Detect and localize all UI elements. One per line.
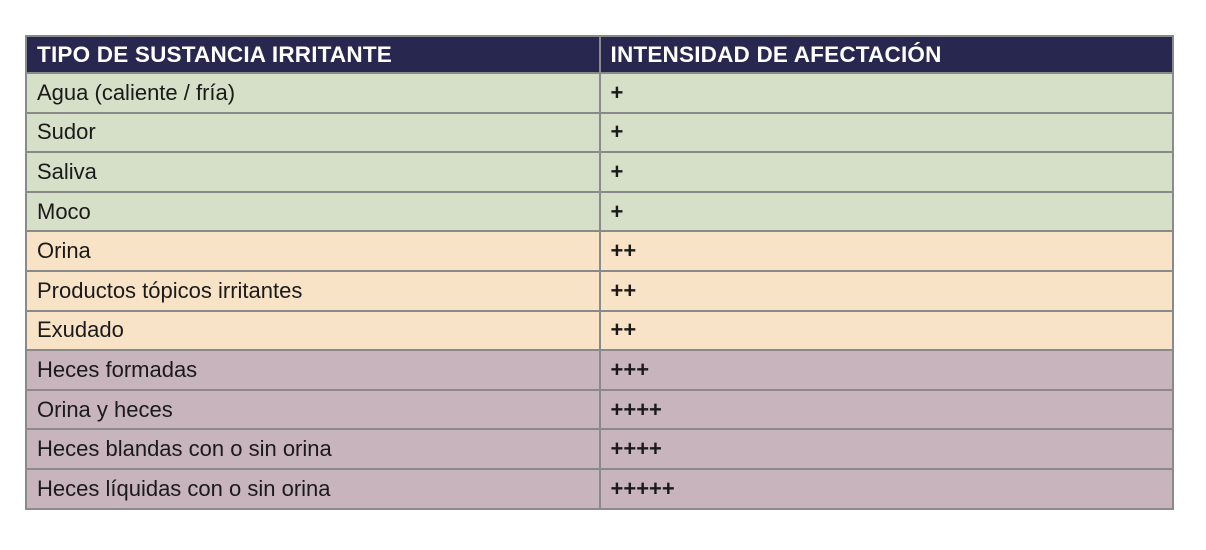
- table-row: [26, 271, 1173, 311]
- table-row: [26, 192, 1173, 232]
- substance-cell: Saliva: [26, 152, 600, 192]
- header-row: [26, 36, 1173, 73]
- table-row: [26, 113, 1173, 153]
- substance-cell: Sudor: [26, 113, 600, 153]
- column-header-intensity: INTENSIDAD DE AFECTACIÓN: [600, 36, 1174, 73]
- intensity-cell: ++++: [600, 429, 1174, 469]
- intensity-cell: ++: [600, 231, 1174, 271]
- table-row: [26, 231, 1173, 271]
- table-row: [26, 311, 1173, 351]
- table-row: [26, 390, 1173, 430]
- substance-cell: Heces líquidas con o sin orina: [26, 469, 600, 509]
- table-row: [26, 429, 1173, 469]
- intensity-cell: +: [600, 73, 1174, 113]
- column-header-substance: TIPO DE SUSTANCIA IRRITANTE: [26, 36, 600, 73]
- substance-cell: Productos tópicos irritantes: [26, 271, 600, 311]
- table-row: [26, 469, 1173, 509]
- table-row: [26, 152, 1173, 192]
- substance-cell: Heces formadas: [26, 350, 600, 390]
- intensity-cell: +: [600, 192, 1174, 232]
- table-body: [26, 73, 1173, 509]
- substance-cell: Exudado: [26, 311, 600, 351]
- intensity-cell: +: [600, 152, 1174, 192]
- intensity-cell: ++++: [600, 390, 1174, 430]
- substance-cell: Orina: [26, 231, 600, 271]
- intensity-cell: ++: [600, 311, 1174, 351]
- intensity-cell: +: [600, 113, 1174, 153]
- intensity-cell: +++++: [600, 469, 1174, 509]
- intensity-cell: +++: [600, 350, 1174, 390]
- substance-cell: Moco: [26, 192, 600, 232]
- substance-cell: Heces blandas con o sin orina: [26, 429, 600, 469]
- irritants-table: [25, 35, 1174, 510]
- table-row: [26, 73, 1173, 113]
- table-row: [26, 350, 1173, 390]
- substance-cell: Agua (caliente / fría): [26, 73, 600, 113]
- substance-cell: Orina y heces: [26, 390, 600, 430]
- intensity-cell: ++: [600, 271, 1174, 311]
